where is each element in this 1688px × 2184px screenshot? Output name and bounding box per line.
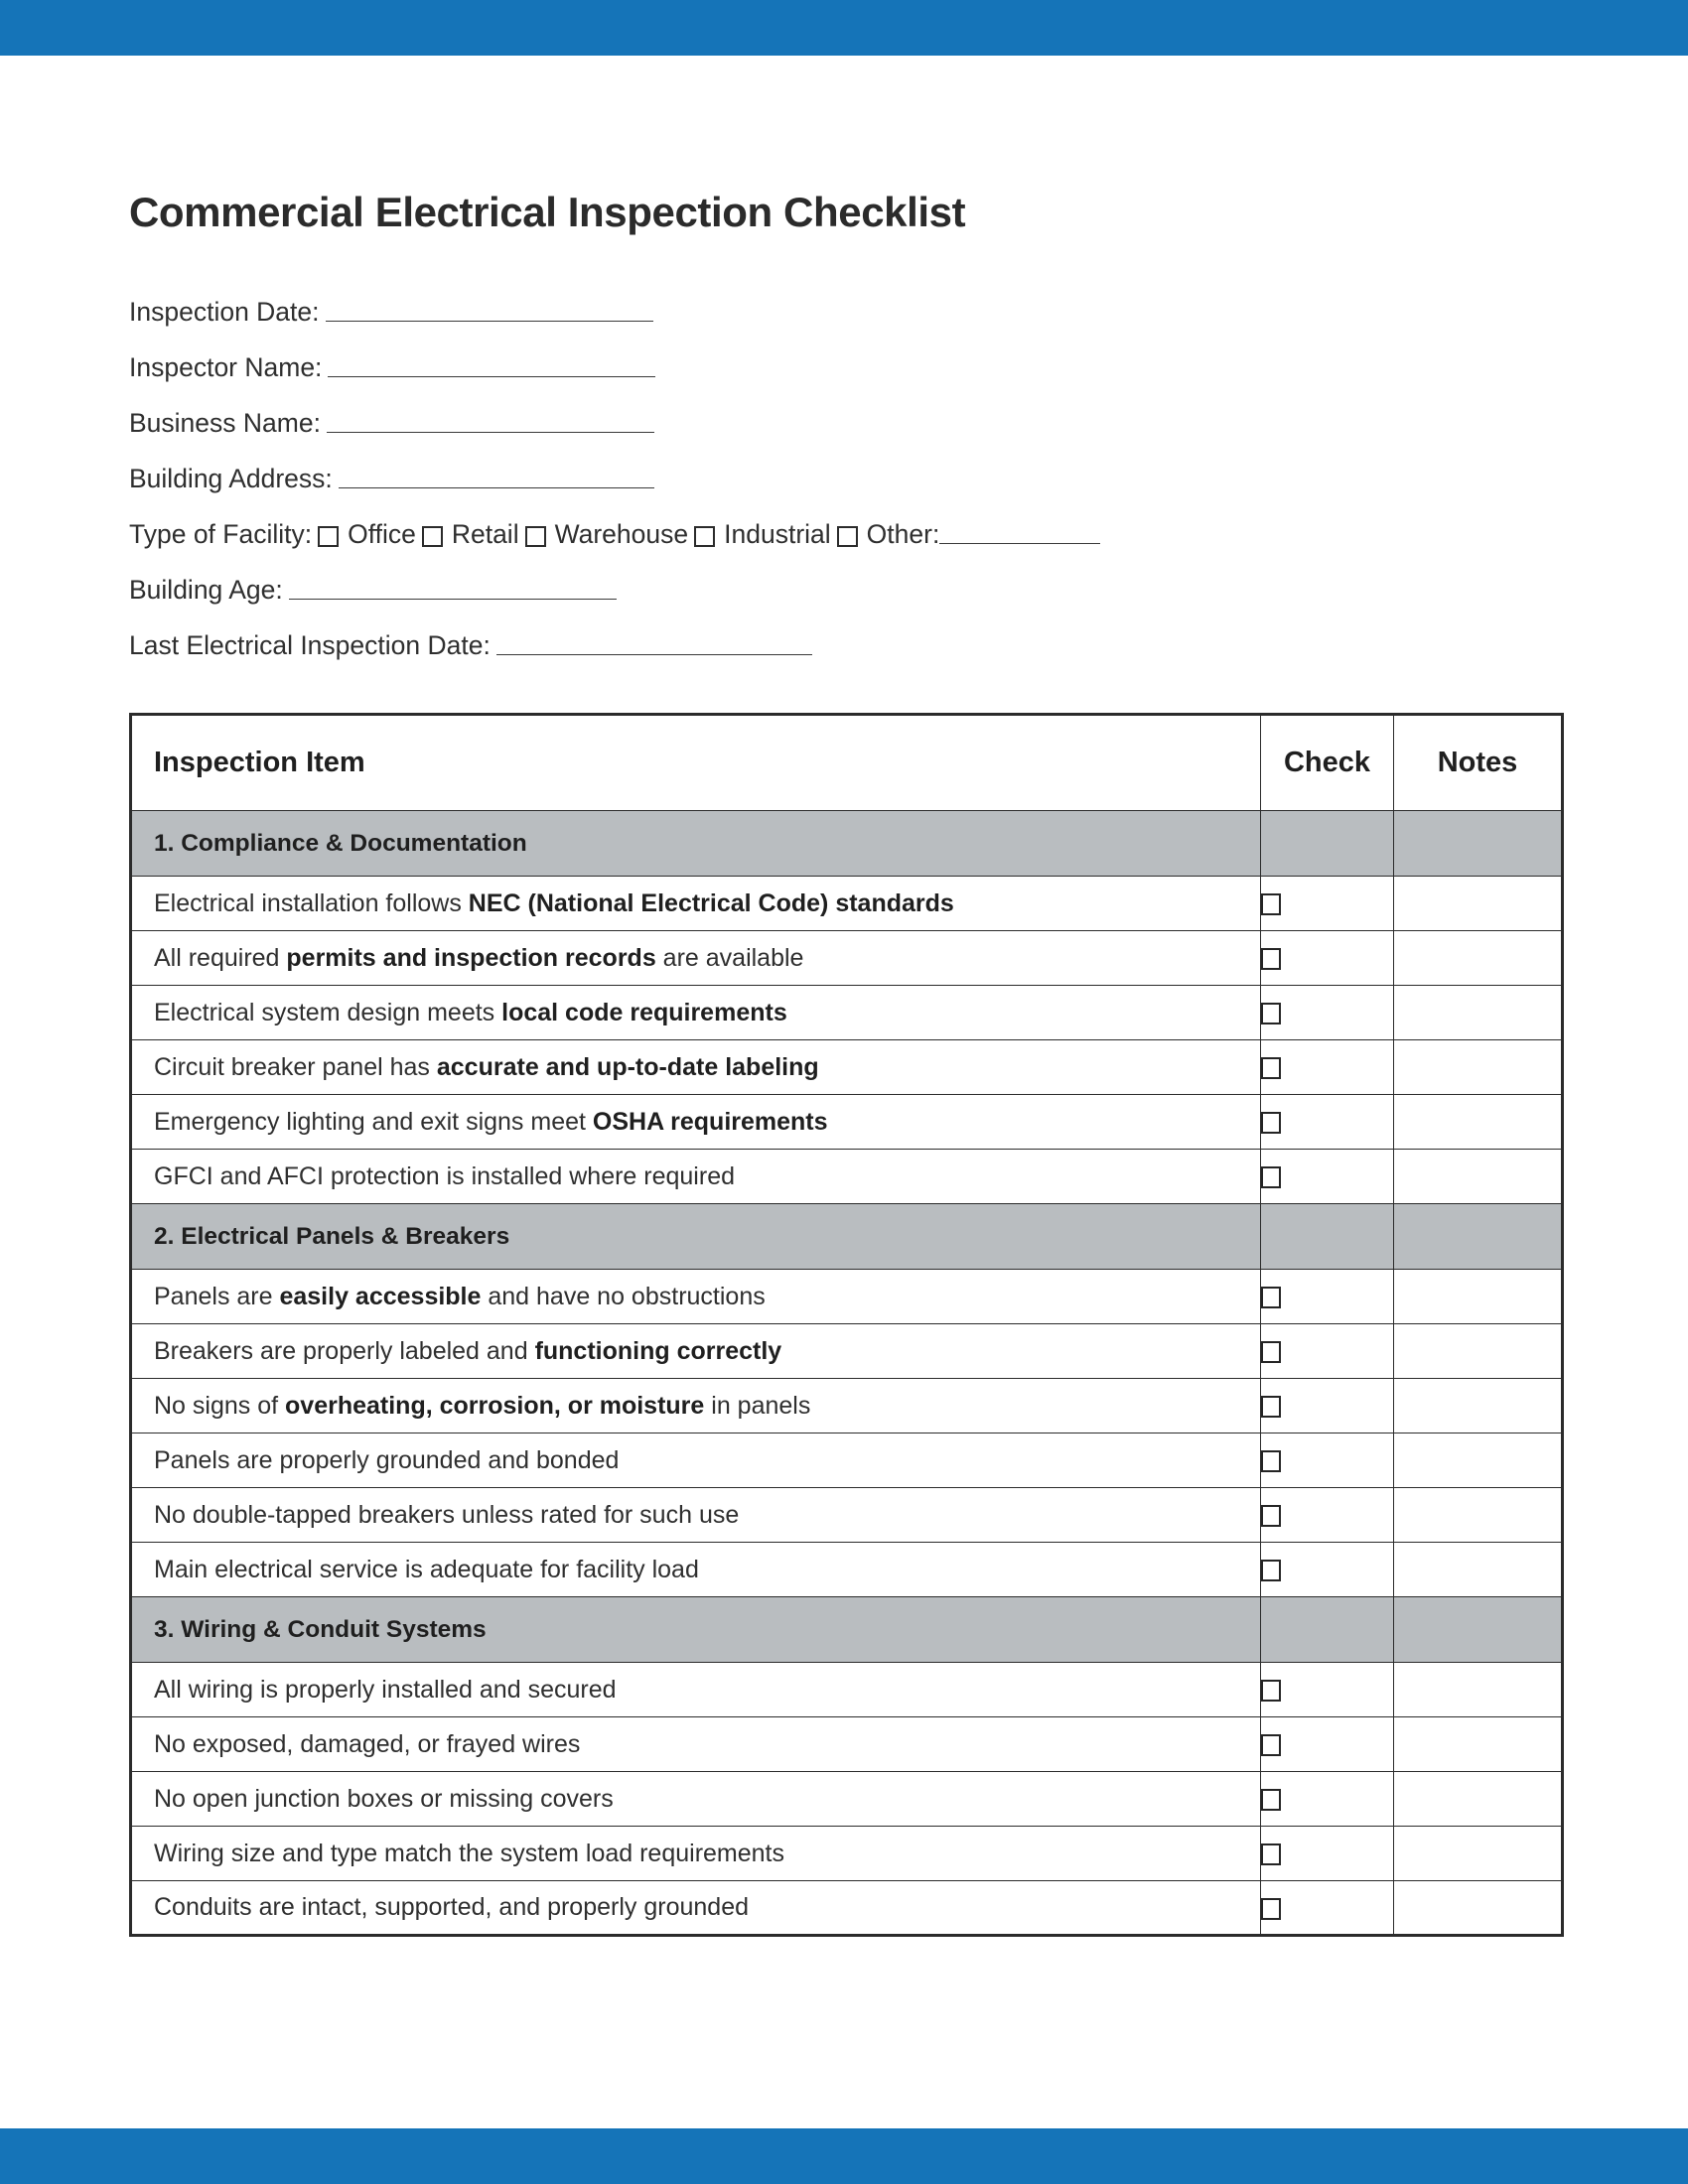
- item-checkbox[interactable]: [1261, 1789, 1281, 1811]
- check-cell[interactable]: [1261, 1717, 1394, 1772]
- notes-cell[interactable]: [1394, 1150, 1563, 1204]
- inspection-item-text: Circuit breaker panel has accurate and up-to-date labeling: [131, 1040, 1261, 1095]
- notes-cell[interactable]: [1394, 1881, 1563, 1936]
- item-checkbox[interactable]: [1261, 1843, 1281, 1865]
- section-check-cell: [1261, 1204, 1394, 1270]
- check-cell[interactable]: [1261, 1881, 1394, 1936]
- inspection-item-text: Conduits are intact, supported, and properly grounded: [131, 1881, 1261, 1936]
- field-input-line-inspector-name[interactable]: [328, 376, 655, 377]
- item-checkbox[interactable]: [1261, 1057, 1281, 1079]
- table-row: [131, 1040, 1563, 1095]
- item-checkbox[interactable]: [1261, 1898, 1281, 1920]
- inspection-item-emphasis: local code requirements: [501, 998, 787, 1026]
- table-row: [131, 1095, 1563, 1150]
- table-header-row: [131, 715, 1563, 811]
- table-row: [131, 1663, 1563, 1717]
- check-cell[interactable]: [1261, 1543, 1394, 1597]
- item-checkbox[interactable]: [1261, 1287, 1281, 1308]
- field-label-inspection-date: Inspection Date:: [129, 297, 320, 328]
- inspection-item-emphasis: NEC (National Electrical Code) standards: [468, 888, 954, 917]
- field-input-line-last-electrical-inspection-date[interactable]: [496, 654, 812, 655]
- facility-option-label-warehouse: Warehouse: [554, 519, 689, 550]
- field-label-inspector-name: Inspector Name:: [129, 352, 323, 383]
- notes-cell[interactable]: [1394, 931, 1563, 986]
- table-row: [131, 931, 1563, 986]
- section-header-row: [131, 811, 1563, 877]
- facility-option-label-office: Office: [348, 519, 416, 550]
- check-cell[interactable]: [1261, 1488, 1394, 1543]
- inspection-item-text: Wiring size and type match the system load requirements: [131, 1827, 1261, 1881]
- table-row: [131, 1717, 1563, 1772]
- check-cell[interactable]: [1261, 877, 1394, 931]
- check-cell[interactable]: [1261, 986, 1394, 1040]
- inspection-item-text: No signs of overheating, corrosion, or moisture in panels: [131, 1379, 1261, 1433]
- section-header-row: [131, 1204, 1563, 1270]
- table-row: [131, 986, 1563, 1040]
- facility-option-label-other: Other:: [866, 519, 940, 550]
- inspection-item-text: Electrical system design meets local code requirements: [131, 986, 1261, 1040]
- top-accent-bar: [0, 0, 1688, 56]
- inspection-item-text: Breakers are properly labeled and functioning correctly: [131, 1324, 1261, 1379]
- table-row: [131, 1433, 1563, 1488]
- item-checkbox[interactable]: [1261, 1450, 1281, 1472]
- item-checkbox[interactable]: [1261, 893, 1281, 915]
- notes-cell[interactable]: [1394, 1324, 1563, 1379]
- notes-cell[interactable]: [1394, 1095, 1563, 1150]
- column-header-check: Check: [1261, 715, 1394, 811]
- inspection-item-text: Emergency lighting and exit signs meet OSHA requirements: [131, 1095, 1261, 1150]
- form-row-facility-type: [129, 506, 1564, 562]
- item-checkbox[interactable]: [1261, 1341, 1281, 1363]
- field-label-building-address: Building Address:: [129, 464, 333, 494]
- field-label-business-name: Business Name:: [129, 408, 321, 439]
- inspection-item-text: No double-tapped breakers unless rated for such use: [131, 1488, 1261, 1543]
- notes-cell[interactable]: [1394, 986, 1563, 1040]
- section-check-cell: [1261, 811, 1394, 877]
- check-cell[interactable]: [1261, 1324, 1394, 1379]
- inspection-checklist-table: [129, 713, 1564, 1937]
- table-row: [131, 1543, 1563, 1597]
- check-cell[interactable]: [1261, 931, 1394, 986]
- notes-cell[interactable]: [1394, 1040, 1563, 1095]
- inspection-item-text: Electrical installation follows NEC (National Electrical Code) standards: [131, 877, 1261, 931]
- item-checkbox[interactable]: [1261, 1734, 1281, 1756]
- notes-cell[interactable]: [1394, 1717, 1563, 1772]
- field-input-line-business-name[interactable]: [327, 432, 654, 433]
- notes-cell[interactable]: [1394, 877, 1563, 931]
- item-checkbox[interactable]: [1261, 1560, 1281, 1581]
- table-row: [131, 1488, 1563, 1543]
- table-row: [131, 1772, 1563, 1827]
- item-checkbox[interactable]: [1261, 1003, 1281, 1024]
- facility-checkbox-office[interactable]: [318, 526, 339, 547]
- facility-other-input-line[interactable]: [939, 543, 1100, 544]
- table-row: [131, 1379, 1563, 1433]
- form-row-building-age: [129, 562, 1564, 617]
- check-cell[interactable]: [1261, 1827, 1394, 1881]
- column-header-notes: Notes: [1394, 715, 1563, 811]
- table-row: [131, 1270, 1563, 1324]
- notes-cell[interactable]: [1394, 1827, 1563, 1881]
- table-row: [131, 1324, 1563, 1379]
- section-notes-cell: [1394, 1597, 1563, 1663]
- table-row: [131, 1881, 1563, 1936]
- page-title: Commercial Electrical Inspection Checklist: [129, 189, 966, 235]
- item-checkbox[interactable]: [1261, 948, 1281, 970]
- facility-checkbox-other[interactable]: [837, 526, 858, 547]
- form-row-building-address: [129, 451, 1564, 506]
- section-header-row: [131, 1597, 1563, 1663]
- section-heading-label: 3. Wiring & Conduit Systems: [131, 1597, 1261, 1663]
- section-heading-label: 1. Compliance & Documentation: [131, 811, 1261, 877]
- inspection-item-text: Panels are properly grounded and bonded: [131, 1433, 1261, 1488]
- inspection-item-text: Main electrical service is adequate for facility load: [131, 1543, 1261, 1597]
- facility-option-label-retail: Retail: [451, 519, 519, 550]
- item-checkbox[interactable]: [1261, 1505, 1281, 1527]
- table-row: [131, 877, 1563, 931]
- section-check-cell: [1261, 1597, 1394, 1663]
- form-row-inspector-name: [129, 340, 1564, 395]
- field-label-last-electrical-inspection-date: Last Electrical Inspection Date:: [129, 630, 491, 661]
- section-notes-cell: [1394, 811, 1563, 877]
- field-input-line-building-age[interactable]: [289, 599, 617, 600]
- check-cell[interactable]: [1261, 1095, 1394, 1150]
- facility-checkbox-retail[interactable]: [422, 526, 443, 547]
- document-content: [129, 189, 1564, 1937]
- inspection-item-emphasis: easily accessible: [279, 1282, 482, 1310]
- table-row: [131, 1827, 1563, 1881]
- check-cell[interactable]: [1261, 1433, 1394, 1488]
- section-notes-cell: [1394, 1204, 1563, 1270]
- table-row: [131, 1150, 1563, 1204]
- item-checkbox[interactable]: [1261, 1680, 1281, 1702]
- inspection-item-emphasis: overheating, corrosion, or moisture: [285, 1391, 705, 1420]
- inspection-item-text: All wiring is properly installed and secured: [131, 1663, 1261, 1717]
- notes-cell[interactable]: [1394, 1663, 1563, 1717]
- item-checkbox[interactable]: [1261, 1166, 1281, 1188]
- inspection-item-emphasis: accurate and up-to-date labeling: [436, 1052, 819, 1081]
- notes-cell[interactable]: [1394, 1433, 1563, 1488]
- facility-option-label-industrial: Industrial: [724, 519, 831, 550]
- form-row-inspection-date: [129, 284, 1564, 340]
- inspection-info-form: [129, 284, 1564, 673]
- facility-checkbox-industrial[interactable]: [694, 526, 715, 547]
- bottom-accent-bar: [0, 2128, 1688, 2184]
- inspection-item-text: No open junction boxes or missing covers: [131, 1772, 1261, 1827]
- inspection-item-emphasis: OSHA requirements: [592, 1107, 828, 1136]
- inspection-item-text: No exposed, damaged, or frayed wires: [131, 1717, 1261, 1772]
- item-checkbox[interactable]: [1261, 1396, 1281, 1418]
- inspection-item-text: Panels are easily accessible and have no obstructions: [131, 1270, 1261, 1324]
- notes-cell[interactable]: [1394, 1772, 1563, 1827]
- check-cell[interactable]: [1261, 1379, 1394, 1433]
- inspection-item-text: All required permits and inspection records are available: [131, 931, 1261, 986]
- inspection-item-emphasis: functioning correctly: [534, 1336, 782, 1365]
- field-input-line-inspection-date[interactable]: [326, 321, 653, 322]
- inspection-item-emphasis: permits and inspection records: [286, 943, 656, 972]
- form-row-last-electrical-inspection-date: [129, 617, 1564, 673]
- field-label-building-age: Building Age:: [129, 575, 283, 606]
- field-input-line-building-address[interactable]: [339, 487, 654, 488]
- inspection-item-text: GFCI and AFCI protection is installed where required: [131, 1150, 1261, 1204]
- facility-checkbox-warehouse[interactable]: [525, 526, 546, 547]
- item-checkbox[interactable]: [1261, 1112, 1281, 1134]
- check-cell[interactable]: [1261, 1772, 1394, 1827]
- column-header-inspection-item: Inspection Item: [131, 715, 1261, 811]
- check-cell[interactable]: [1261, 1040, 1394, 1095]
- check-cell[interactable]: [1261, 1150, 1394, 1204]
- facility-type-label: Type of Facility:: [129, 519, 313, 550]
- check-cell[interactable]: [1261, 1270, 1394, 1324]
- notes-cell[interactable]: [1394, 1379, 1563, 1433]
- notes-cell[interactable]: [1394, 1543, 1563, 1597]
- form-row-business-name: [129, 395, 1564, 451]
- section-heading-label: 2. Electrical Panels & Breakers: [131, 1204, 1261, 1270]
- table-body: [131, 811, 1563, 1936]
- notes-cell[interactable]: [1394, 1488, 1563, 1543]
- notes-cell[interactable]: [1394, 1270, 1563, 1324]
- check-cell[interactable]: [1261, 1663, 1394, 1717]
